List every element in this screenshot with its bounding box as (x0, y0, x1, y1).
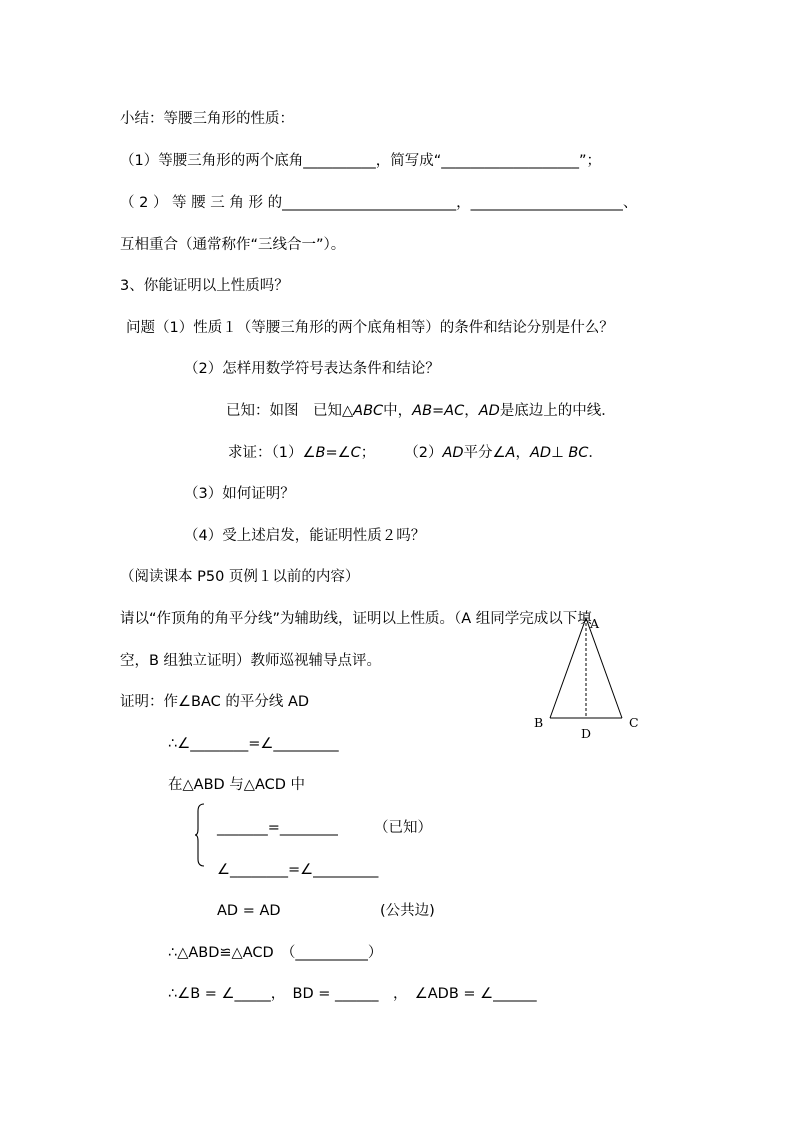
given-comma: ， (464, 403, 479, 419)
prove-mid: ； （2） (360, 445, 443, 461)
q3-item-2: （2）怎样用数学符号表达条件和结论？ (184, 361, 440, 377)
prove-comma: ， (515, 445, 530, 461)
side-ab (550, 618, 586, 718)
summary-item-2-cont: 互相重合（通常称作“三线合一”）。 (120, 237, 346, 253)
proof-step-2: 在△ABD 与△ACD 中 (168, 777, 306, 793)
q3-item-1: 问题（1）性质１（等腰三角形的两个底角相等）的条件和结论分别是什么？ (126, 320, 614, 336)
q3-item-4: （4）受上述启发，能证明性质２吗？ (184, 528, 426, 544)
proof-condition-1-reason: （已知） (374, 820, 432, 836)
prove-dot: ． (588, 445, 603, 461)
q3-heading: 3、你能证明以上性质吗？ (120, 278, 289, 294)
prove-bisect: 平分∠ (463, 445, 506, 461)
prove-ad2: AD (529, 445, 552, 461)
proof-step-3: ∴△ABD≌△ACD （__________） (168, 945, 383, 961)
proof-step-1: ∴∠________=∠_________ (168, 736, 339, 752)
label-d: D (581, 726, 592, 741)
left-brace-icon (194, 803, 206, 867)
given-line (226, 401, 616, 421)
prove-perp: ⊥ (551, 445, 569, 461)
prove-eqang: =∠ (325, 445, 351, 461)
summary-item-2: （ 2 ） 等 腰 三 角 形 的________________________，_____________________、 (120, 195, 638, 211)
prove-a: A (505, 445, 516, 461)
summary-item-1: （1）等腰三角形的两个底角__________，简写成“___________________”； (120, 153, 601, 169)
given-equality: AB=AC (412, 403, 465, 419)
side-ac (586, 618, 622, 718)
instruction-line-2: 空，B 组独立证明）教师巡视辅导点评。 (120, 653, 382, 669)
proof-condition-2: ∠________=∠_________ (217, 862, 379, 878)
prove-line (228, 443, 603, 463)
given-rest: 是底边上的中线． (499, 403, 616, 419)
proof-start: 证明：作∠BAC 的平分线 AD (120, 694, 310, 710)
given-prefix: 已知：如图 已知 (226, 403, 342, 419)
q3-item-3: （3）如何证明？ (184, 486, 295, 502)
given-zhong: 中， (383, 403, 413, 419)
given-ad: AD (478, 403, 500, 419)
triangle-diagram (528, 612, 650, 742)
label-b: B (534, 715, 544, 730)
prove-bc: BC (568, 445, 589, 461)
prove-prefix: 求证：（1）∠ (228, 445, 316, 461)
proof-condition-3: AD = AD (217, 903, 281, 919)
proof-condition-1: _______=________ (217, 820, 338, 836)
given-triangle: △ABC (342, 403, 384, 419)
prove-ad: AD (442, 445, 464, 461)
summary-title: 小结：等腰三角形的性质： (120, 111, 294, 127)
isosceles-triangle-figure (528, 612, 650, 742)
label-c: C (629, 715, 639, 730)
prove-c: C (350, 445, 361, 461)
prove-b: B (315, 445, 326, 461)
label-a: A (590, 616, 600, 631)
proof-condition-3-reason: (公共边) (380, 903, 435, 919)
reading-note: （阅读课本 P50 页例１以前的内容） (120, 569, 360, 585)
instruction-line-1: 请以“作顶角的角平分线”为辅助线，证明以上性质。（A 组同学完成以下填 (120, 611, 592, 627)
proof-step-4: ∴∠B = ∠_____， BD = ______ ， ∠ADB = ∠______ (168, 986, 537, 1002)
